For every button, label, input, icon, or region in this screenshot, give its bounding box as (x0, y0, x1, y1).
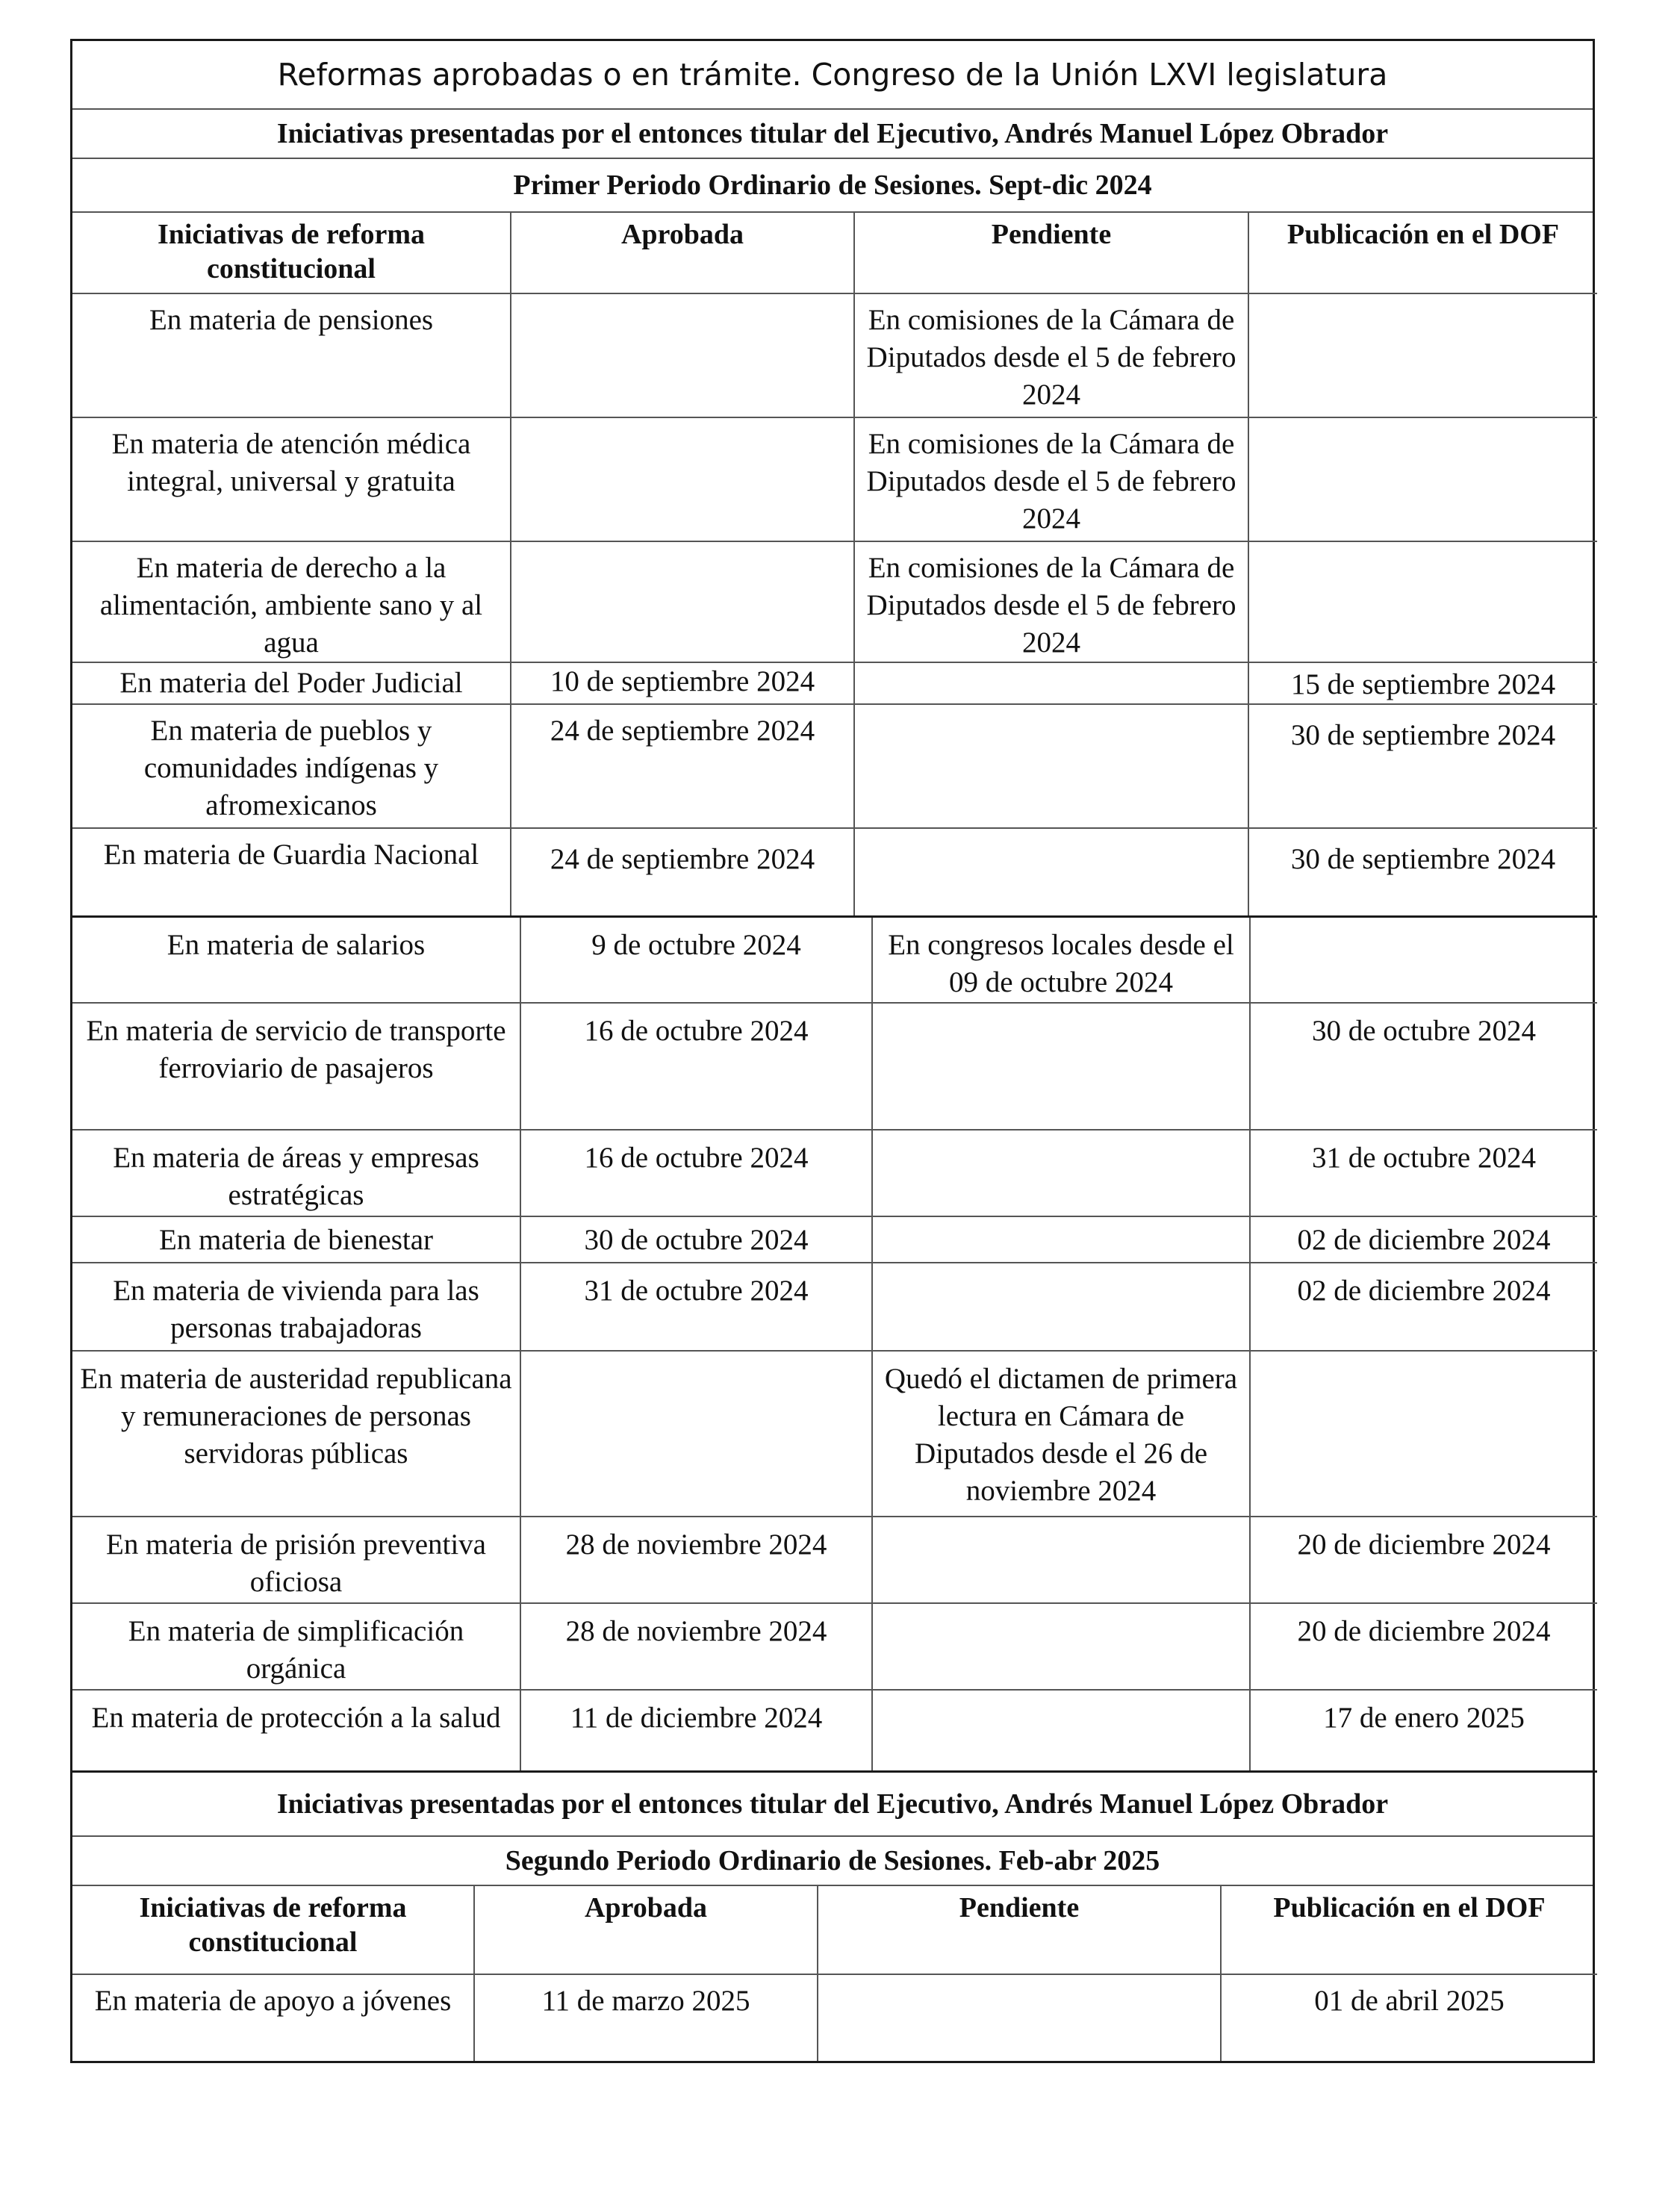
table-row (72, 704, 1597, 828)
cell-dof: 02 de diciembre 2024 (1250, 1216, 1597, 1263)
table-row (72, 1690, 1597, 1772)
cell-aprobada (511, 541, 854, 662)
table-row (72, 1216, 1597, 1263)
document-title: Reformas aprobadas o en trámite. Congreso de la Unión LXVI legislatura (72, 41, 1593, 110)
cell-dof: 20 de diciembre 2024 (1250, 1517, 1597, 1603)
cell-aprobada: 16 de octubre 2024 (520, 1130, 872, 1216)
cell-aprobada: 11 de marzo 2025 (474, 1974, 818, 2061)
cell-dof (1248, 293, 1597, 417)
cell-aprobada: 24 de septiembre 2024 (511, 828, 854, 916)
column-header-iniciativas: Iniciativas de reforma constitucional (72, 213, 511, 293)
cell-aprobada: 10 de septiembre 2024 (511, 662, 854, 704)
cell-dof: 02 de diciembre 2024 (1250, 1263, 1597, 1351)
table-row (72, 828, 1597, 916)
cell-materia: En materia de salarios (72, 918, 520, 1003)
cell-aprobada: 28 de noviembre 2024 (520, 1517, 872, 1603)
table-row (72, 1974, 1597, 2061)
cell-dof: 17 de enero 2025 (1250, 1690, 1597, 1772)
cell-dof: 30 de septiembre 2024 (1248, 828, 1597, 916)
cell-pendiente: En comisiones de la Cámara de Diputados desde el 5 de febrero 2024 (854, 293, 1248, 417)
cell-pendiente (818, 1974, 1221, 2061)
cell-dof: 15 de septiembre 2024 (1248, 662, 1597, 704)
table-row (72, 1517, 1597, 1603)
table-row (72, 1351, 1597, 1517)
cell-pendiente (872, 1690, 1250, 1772)
section-2-table (72, 1886, 1597, 2061)
column-header-pendiente: Pendiente (818, 1886, 1221, 1974)
cell-materia: En materia de Guardia Nacional (72, 828, 511, 916)
cell-aprobada (511, 417, 854, 541)
section-1-continued (70, 918, 1595, 1773)
cell-materia: En materia de prisión preventiva oficiosa (72, 1517, 520, 1603)
column-header-aprobada: Aprobada (474, 1886, 818, 1974)
cell-materia: En materia de apoyo a jóvenes (72, 1974, 474, 2061)
cell-materia: En materia de bienestar (72, 1216, 520, 1263)
cell-aprobada: 28 de noviembre 2024 (520, 1603, 872, 1690)
column-header-dof: Publicación en el DOF (1248, 213, 1597, 293)
cell-materia: En materia de servicio de transporte ferroviario de pasajeros (72, 1003, 520, 1130)
document-page (70, 39, 1595, 2063)
cell-materia: En materia de pensiones (72, 293, 511, 417)
section-1-heading: Iniciativas presentadas por el entonces titular del Ejecutivo, Andrés Manuel López Obrador (72, 110, 1593, 159)
cell-aprobada: 16 de octubre 2024 (520, 1003, 872, 1130)
cell-materia: En materia de áreas y empresas estratégicas (72, 1130, 520, 1216)
table-row (72, 1603, 1597, 1690)
cell-materia: En materia de derecho a la alimentación, ambiente sano y al agua (72, 541, 511, 662)
section-1 (70, 39, 1595, 918)
cell-aprobada: 24 de septiembre 2024 (511, 704, 854, 828)
cell-pendiente (854, 662, 1248, 704)
cell-pendiente (872, 1603, 1250, 1690)
table-row (72, 541, 1597, 662)
cell-pendiente (854, 828, 1248, 916)
cell-materia: En materia de pueblos y comunidades indígenas y afromexicanos (72, 704, 511, 828)
table-row (72, 293, 1597, 417)
table-row (72, 918, 1597, 1003)
cell-materia: En materia de austeridad republicana y remuneraciones de personas servidoras públicas (72, 1351, 520, 1517)
cell-dof: 30 de septiembre 2024 (1248, 704, 1597, 828)
cell-aprobada (511, 293, 854, 417)
section-2-heading: Iniciativas presentadas por el entonces titular del Ejecutivo, Andrés Manuel López Obrador (72, 1773, 1593, 1837)
section-1-table-continued (72, 918, 1597, 1773)
cell-dof (1248, 417, 1597, 541)
cell-dof: 01 de abril 2025 (1314, 1985, 1505, 2017)
cell-pendiente: En comisiones de la Cámara de Diputados desde el 5 de febrero 2024 (854, 417, 1248, 541)
column-header-pendiente: Pendiente (854, 213, 1248, 293)
cell-dof (1248, 541, 1597, 662)
cell-aprobada: 9 de octubre 2024 (520, 918, 872, 1003)
table-row (72, 1263, 1597, 1351)
cell-materia: En materia de atención médica integral, universal y gratuita (72, 417, 511, 541)
cell-pendiente (872, 1517, 1250, 1603)
table-row (72, 1130, 1597, 1216)
cell-materia: En materia del Poder Judicial (72, 662, 511, 704)
cell-pendiente (872, 1216, 1250, 1263)
table-row (72, 662, 1597, 704)
cell-materia: En materia de simplificación orgánica (72, 1603, 520, 1690)
cell-materia: En materia de vivienda para las personas trabajadoras (72, 1263, 520, 1351)
cell-dof: 30 de octubre 2024 (1250, 1003, 1597, 1130)
column-header-dof: Publicación en el DOF (1221, 1886, 1597, 1974)
column-header-aprobada: Aprobada (511, 213, 854, 293)
cell-pendiente (872, 1130, 1250, 1216)
cell-pendiente (872, 1263, 1250, 1351)
cell-pendiente (854, 704, 1248, 828)
column-header-iniciativas: Iniciativas de reforma constitucional (72, 1886, 474, 1974)
cell-dof (1250, 1351, 1597, 1517)
cell-aprobada: 11 de diciembre 2024 (520, 1690, 872, 1772)
section-2 (70, 1773, 1595, 2063)
section-1-period: Primer Periodo Ordinario de Sesiones. Sept-dic 2024 (72, 159, 1593, 213)
table-row (72, 1003, 1597, 1130)
cell-pendiente: En congresos locales desde el 09 de octubre 2024 (872, 918, 1250, 1003)
cell-aprobada (520, 1351, 872, 1517)
cell-dof: 20 de diciembre 2024 (1250, 1603, 1597, 1690)
table-header-row (72, 213, 1597, 293)
cell-dof: 31 de octubre 2024 (1250, 1130, 1597, 1216)
table-header-row (72, 1886, 1597, 1974)
cell-aprobada: 30 de octubre 2024 (520, 1216, 872, 1263)
table-row (72, 417, 1597, 541)
cell-pendiente: Quedó el dictamen de primera lectura en Cámara de Diputados desde el 26 de noviembre 2024 (872, 1351, 1250, 1517)
cell-dof (1250, 918, 1597, 1003)
section-1-table (72, 213, 1597, 918)
cell-aprobada: 31 de octubre 2024 (520, 1263, 872, 1351)
cell-pendiente (872, 1003, 1250, 1130)
cell-materia: En materia de protección a la salud (72, 1690, 520, 1772)
cell-pendiente: En comisiones de la Cámara de Diputados desde el 5 de febrero 2024 (854, 541, 1248, 662)
section-2-period: Segundo Periodo Ordinario de Sesiones. Feb-abr 2025 (72, 1837, 1593, 1886)
